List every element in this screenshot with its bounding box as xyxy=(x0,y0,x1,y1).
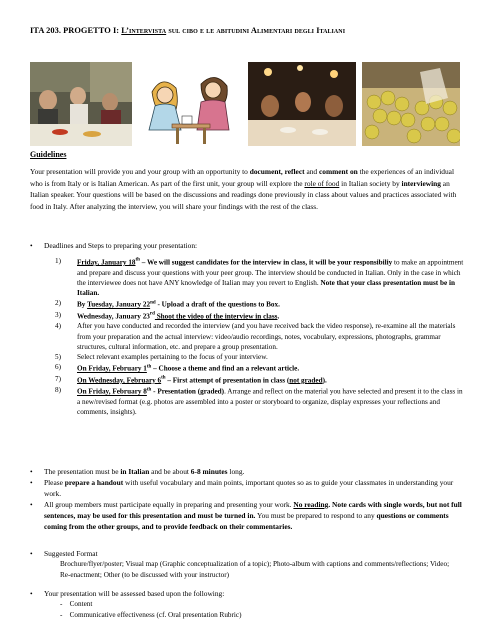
bullet-icon: • xyxy=(30,500,33,509)
document-title: ITA 203. PROGETTO I: L’intervista sul cibo e le abitudini Alimentari degli Italiani xyxy=(30,26,346,35)
list-item: 5) Select relevant examples pertaining to the focus of your interview. xyxy=(55,353,268,361)
list-item: 7) On Wednesday, February 6th – First attempt of presentation in class (not graded). xyxy=(55,374,327,385)
guidelines-heading: Guidelines xyxy=(30,150,67,159)
interview-illustration xyxy=(138,62,242,146)
fruit-market-photo xyxy=(362,62,460,146)
bullet-icon: • xyxy=(30,589,33,598)
list-item: 3) Wednesday, January 23rd Shoot the video of the interview in class. xyxy=(55,310,280,321)
bullet-icon: • xyxy=(30,241,33,250)
assessment-item: - Communicative effectiveness (cf. Oral presentation Rubric) xyxy=(60,611,242,619)
family-dinner-photo xyxy=(30,62,132,146)
bullet-icon: • xyxy=(30,467,33,476)
deadline-steps-list xyxy=(55,256,467,417)
restaurant-night-photo xyxy=(248,62,356,146)
list-item: 4) After you have conducted and recorded the interview (and you have received back the video response), re-examine all the materials from your preparation and the actual interview: video/audio recordings, notes, vocabulary, expressions, photographs, grammar structures, cultural information, etc. and prepare a group presentation. xyxy=(55,322,456,351)
photo-strip xyxy=(30,62,460,146)
assessment-item: - Content xyxy=(60,600,93,608)
bullet-icon: • xyxy=(30,478,33,487)
list-item: 8) On Friday, February 8th - Presentation (graded). Arrange and reflect on the material you have selected and present it to the class in a new/revised format (e.g. photos are assembled into a poster or storyboard to organize, display expresses your reflections and comments, insights). xyxy=(55,386,463,417)
list-item: 1) Friday, January 18th – We will suggest candidates for the interview in class, it will be your responsibiliy to make an appointment and prepare and discuss your questions with your peer group. The interview should be conducted in Italian. Only in the case in which the interviewee does not have ANY knowledge of Italian may you revert to English. Note that your class presentation must be in Italian. xyxy=(55,257,464,297)
document-page: ITA 203. PROGETTO I: L’intervista sul cibo e le abitudini Alimentari degli Italiani Guidelines Your presentation will provide you and your group with an opportunity to document, reflect and comment on the experiences of an individual who is from Italy or is Italian American. As part of the first unit, your group will explore the role of food in Italian society by interviewing an Italian speaker. Your questions will be based on the discussions and readings done previously in class about values and practices associated with food in Italy. After analyzing the interview, you will share your findings with the rest of the class. • Deadlines and Steps to preparing your presentation: 1) Friday, January 18th – We will suggest candidates for the interview in class, it will be your responsibiliy to make an appointment and prepare and discuss your questions with your peer group. The interview should be conducted in Italian. Only in the case in which the interviewee does not have ANY knowledge of Italian may you revert to English. Note that your class presentation must be in Italian. 2) By Tuesday, January 22nd - Upload a draft of the questions to Box. 3) Wednesday, January 23rd Shoot the video of the interview in class. 4) After you have conducted and recorded the interview (and you have received back the video response), re-examine all the materials from your preparation and the actual interview: video/audio recordings, notes, vocabulary, expressions, photographs, grammar structures, cultural information, etc. and prepare a group presentation. 5) Select relevant examples pertaining to the focus of your interview. 6) On Friday, February 1th – Choose a theme and find an a relevant article. 7) On Wednesday, February 6th – First attempt of presentation in class (not graded). 8) On Friday, February 8th - Presentation (graded). Arrange and reflect on the material you have selected and present it to the class in a new/revised format (e.g. photos are assembled into a poster or storyboard to organize, display expresses your reflections and comments, insights). • The presentation must be in Italian and be about 6-8 minutes long. • Please prepare a handout with useful vocabulary and main points, important quotes so as to guide your classmates in understanding your work. • All group members must participate equally in preparing and presenting your work. No reading. Note cards with single words, but not full sentences, may be used for this presentation and must be turned in. You must be prepared to respond to any questions or comments coming from the other groups, and to provide feedback on their commentaries. • Suggested Format Brochure/flyer/poster; Visual map (Graphic conceptualization of a topic); Photo-album with captions and comments/reflections; Video; Re-enactment; Other (to be discussed with your instructor) • Your presentation will be assessed based upon the following: - Content - Communicative effectiveness (cf. Oral presentation Rubric) xyxy=(0,0,485,626)
guidelines-paragraph: Your presentation will provide you and your group with an opportunity to document, reflect and comment on the experiences of an individual who is from Italy or is Italian American. As part of the first unit, your group will explore the role of food in Italian society by interviewing an Italian speaker. Your questions will be based on the discussions and readings done previously in class about values and practices associated with food in Italy. After analyzing the interview, you will share your findings with the rest of the class. xyxy=(30,167,457,211)
list-item: 2) By Tuesday, January 22nd - Upload a draft of the questions to Box. xyxy=(55,299,280,309)
format-options: Brochure/flyer/poster; Visual map (Graphic conceptualization of a topic); Photo-album with captions and comments/reflections; Video; Re-enactment; Other (to be discussed with your instructor) xyxy=(60,560,450,579)
list-item: 6) On Friday, February 1th – Choose a theme and find an a relevant article. xyxy=(55,363,300,373)
bullet-icon: • xyxy=(30,549,33,558)
